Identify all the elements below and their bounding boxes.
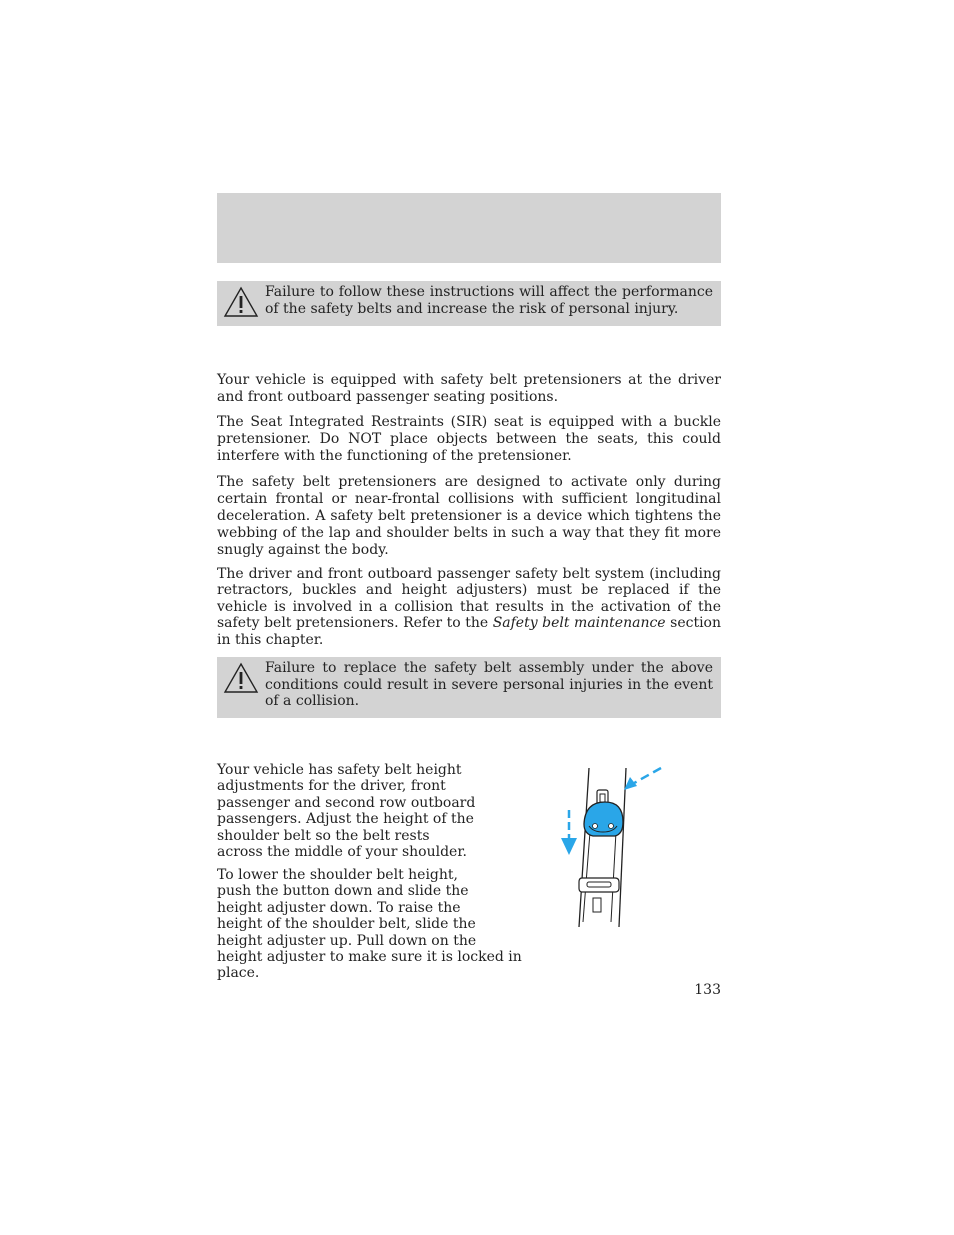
paragraph-sir-seat: The Seat Integrated Restraints (SIR) seat is equipped with a buckle pretensioner. Do NOT place objects between the seats, this could interfere with the functioning of the pretensioner. — [217, 414, 721, 464]
chapter-header-band — [217, 193, 721, 263]
warning-box-instructions — [217, 281, 721, 326]
text-line: Your vehicle has safety belt height — [217, 762, 462, 778]
height-adjuster-instructions — [217, 867, 567, 982]
text-line: height adjuster to make sure it is locked in place. — [217, 949, 522, 982]
paragraph-replacement — [217, 566, 721, 648]
text-line: height of the shoulder belt, slide the — [217, 916, 476, 933]
warning-text: Failure to follow these instructions will affect the performance of the safety belts and increase the risk of personal injury. — [265, 284, 713, 317]
paragraph-pretensioners-intro: Your vehicle is equipped with safety belt pretensioners at the driver and front outboard passenger seating positions. — [217, 372, 721, 405]
warning-box-replacement — [217, 657, 721, 718]
text-line: push the button down and slide the — [217, 883, 469, 900]
warning-triangle-icon — [223, 286, 259, 318]
belt-height-adjuster-illustration — [553, 762, 668, 932]
text-line: passenger and second row outboard — [217, 794, 476, 811]
paragraph-pretensioner-activation: The safety belt pretensioners are designed to activate only during certain frontal or near-frontal collisions with sufficient longitudinal deceleration. A safety belt pretensioner is a device which tightens the webbing of the lap and shoulder belts in such a way that they fit more snugly against the body. — [217, 474, 721, 558]
text-line: height adjuster up. Pull down on the — [217, 932, 477, 949]
text-line: To lower the shoulder belt height, — [217, 867, 458, 883]
text-line: passengers. Adjust the height of the — [217, 811, 474, 828]
paragraph-text: section in this chapter. — [217, 615, 721, 648]
text-line: across the middle of your shoulder. — [217, 844, 467, 861]
text-line: shoulder belt so the belt rests — [217, 827, 430, 844]
paragraph-text: The driver and front outboard passenger safety belt system (including retractors, buckles and height adjusters) must be replaced if the vehicle is involved in a collision that results in the activation of the safety belt pretensioners. Refer to the — [217, 566, 721, 632]
page-number: 133 — [694, 982, 721, 998]
text-line: adjustments for the driver, front — [217, 778, 446, 795]
warning-text: Failure to replace the safety belt assembly under the above conditions could result in severe personal injuries in the event of a collision. — [265, 660, 713, 709]
warning-triangle-icon — [223, 662, 259, 694]
maintenance-reference: Safety belt maintenance — [492, 615, 666, 632]
text-line: height adjuster down. To raise the — [217, 899, 461, 916]
height-adjustment-paragraph — [217, 762, 477, 860]
